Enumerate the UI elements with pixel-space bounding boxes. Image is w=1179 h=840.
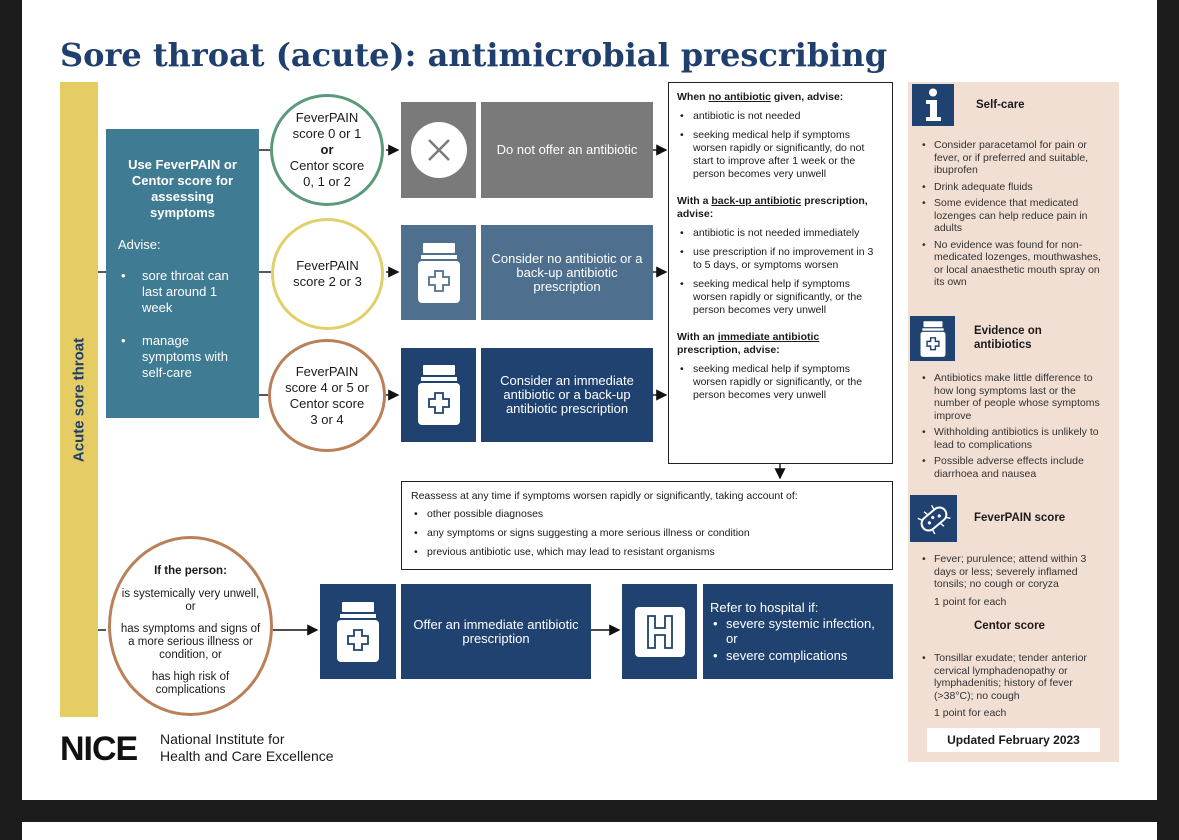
medicine-bottle-icon — [333, 600, 383, 664]
hospital-heading: Refer to hospital if: — [710, 600, 819, 615]
list-item: • Antibiotics make little difference to how long symptoms last or the number of people whose symptoms improve — [920, 372, 1110, 422]
nice-org-name: National Institute for Health and Care Excellence — [160, 731, 334, 764]
cross-icon — [409, 120, 469, 180]
reassess-box — [401, 481, 893, 570]
list-item: • No evidence was found for non-medicated lozenges, mouthwashes, or local anaesthetic mouth spray on its own — [920, 239, 1105, 289]
hospital-list — [710, 616, 885, 663]
score-high-line1: FeverPAIN — [295, 363, 359, 379]
no-antibiotic-advice-list — [677, 110, 884, 181]
hospital-icon — [631, 603, 689, 661]
advice-box — [668, 82, 893, 464]
score-low-line4: 0, 1 or 2 — [303, 174, 351, 189]
no-antibiotic-box: Do not offer an antibiotic — [481, 102, 653, 198]
backup-antibiotic-box: Consider no antibiotic or a back-up antibiotic prescription — [481, 225, 653, 320]
reassess-list — [411, 508, 883, 559]
score-high-line3: Centor score — [289, 395, 365, 411]
page-title: Sore throat (acute): antimicrobial prescribing — [60, 36, 888, 74]
list-item: • seeking medical help if symptoms worsen rapidly or significantly, or the person becomes very unwell — [677, 363, 884, 402]
score-mid-line2: score 2 or 3 — [293, 274, 362, 289]
list-item: • previous antibiotic use, which may lead to resistant organisms — [411, 546, 883, 559]
acute-sore-throat-label: Acute sore throat — [70, 337, 88, 462]
immediate-advice-heading: With an immediate antibiotic prescription, advise: — [677, 331, 820, 356]
no-antibiotic-advice-heading: When no antibiotic given, advise: — [677, 91, 844, 103]
list-item: • Withholding antibiotics is unlikely to lead to complications — [920, 426, 1110, 451]
list-item: • seeking medical help if symptoms worsen rapidly or significantly, do not start to improve after 1 week or the person becomes very unwell — [677, 129, 884, 181]
list-item: • any symptoms or signs suggesting a more serious illness or condition — [411, 527, 883, 540]
list-item: • antibiotic is not needed immediately — [677, 227, 884, 240]
acute-sore-throat-bar — [60, 82, 98, 717]
backup-advice-heading: With a back-up antibiotic prescription, advise: — [677, 195, 868, 220]
assessment-heading: Use FeverPAIN or Centor score for assessing symptoms — [128, 157, 237, 220]
list-item: • Drink adequate fluids — [920, 181, 1105, 194]
hospital-referral-box — [703, 584, 893, 679]
list-item: • antibiotic is not needed — [677, 110, 884, 123]
bacteria-icon — [910, 495, 957, 542]
list-item: • other possible diagnoses — [411, 508, 883, 521]
centor-heading: Centor score — [974, 620, 1045, 632]
centor-list — [920, 652, 1108, 706]
score-low-line1: FeverPAIN — [295, 110, 359, 125]
score-mid-circle — [271, 218, 384, 330]
list-item: • Consider paracetamol for pain or fever, or if preferred and suitable, ibuprofen — [920, 139, 1105, 177]
reassess-intro: Reassess at any time if symptoms worsen rapidly or significantly, taking account of: — [411, 490, 798, 502]
list-item: • severe complications — [713, 648, 848, 663]
backup-advice-list — [677, 227, 884, 317]
advise-list — [118, 268, 247, 381]
score-high-line2: score 4 or 5 or — [285, 379, 369, 395]
score-high-line4: 3 or 4 — [310, 411, 344, 427]
person-criterion: is systemically very unwell, or — [121, 588, 260, 613]
list-item: • use prescription if no improvement in 3 to 5 days, or symptoms worsen — [677, 246, 884, 272]
score-low-or: or — [320, 142, 334, 157]
person-heading: If the person: — [154, 565, 227, 577]
centor-points: 1 point for each — [934, 707, 1007, 719]
medicine-bottle-icon — [414, 363, 464, 427]
list-item: • Some evidence that medicated lozenges can help reduce pain in adults — [920, 197, 1105, 235]
updated-badge: Updated February 2023 — [927, 728, 1100, 752]
selfcare-list — [920, 139, 1105, 293]
immediate-icon-box — [401, 348, 476, 442]
evidence-list — [920, 372, 1110, 484]
offer-immediate-icon-box — [320, 584, 396, 679]
score-high-circle — [268, 339, 386, 452]
score-low-circle — [270, 94, 384, 206]
advise-label: Advise: — [118, 237, 161, 252]
immediate-antibiotic-box: Consider an immediate antibiotic or a back-up antibiotic prescription — [481, 348, 653, 442]
person-criteria-circle — [108, 536, 273, 716]
backup-icon-box — [401, 225, 476, 320]
info-icon — [912, 84, 954, 126]
feverpain-list — [920, 553, 1105, 595]
nice-logo: NICE — [60, 730, 138, 768]
list-item: • seeking medical help if symptoms worsen rapidly or significantly, or the person becomes very unwell — [677, 278, 884, 317]
evidence-heading: Evidence on antibiotics — [974, 325, 1042, 351]
score-low-line3: Centor score — [289, 158, 365, 173]
list-item: • sore throat can last around 1 week — [118, 268, 247, 316]
list-item: • Tonsillar exudate; tender anterior cervical lymphadenopathy or lymphadenitis; history of fever (>38°C); no cough — [920, 652, 1108, 702]
medicine-bottle-icon — [414, 241, 464, 305]
offer-immediate-box: Offer an immediate antibiotic prescription — [401, 584, 591, 679]
list-item: • manage symptoms with self-care — [118, 333, 247, 381]
feverpain-heading: FeverPAIN score — [974, 512, 1066, 524]
score-low-line2: score 0 or 1 — [292, 126, 362, 141]
person-criterion: has symptoms and signs of a more serious illness or condition, or — [120, 623, 261, 661]
selfcare-heading: Self-care — [976, 99, 1025, 111]
feverpain-points: 1 point for each — [934, 596, 1007, 608]
list-item: • severe systemic infection, or — [713, 616, 875, 646]
list-item: • Possible adverse effects include diarrhoea and nausea — [920, 455, 1110, 480]
person-criterion: has high risk of complications — [151, 671, 230, 696]
hospital-icon-box — [622, 584, 697, 679]
list-item: • Fever; purulence; attend within 3 days or less; severely inflamed tonsils; no cough or coryza — [920, 553, 1105, 591]
assessment-box — [106, 129, 259, 418]
immediate-advice-list — [677, 363, 884, 402]
score-mid-line1: FeverPAIN — [296, 258, 359, 273]
evidence-bottle-icon — [910, 316, 955, 361]
no-antibiotic-icon-box — [401, 102, 476, 198]
